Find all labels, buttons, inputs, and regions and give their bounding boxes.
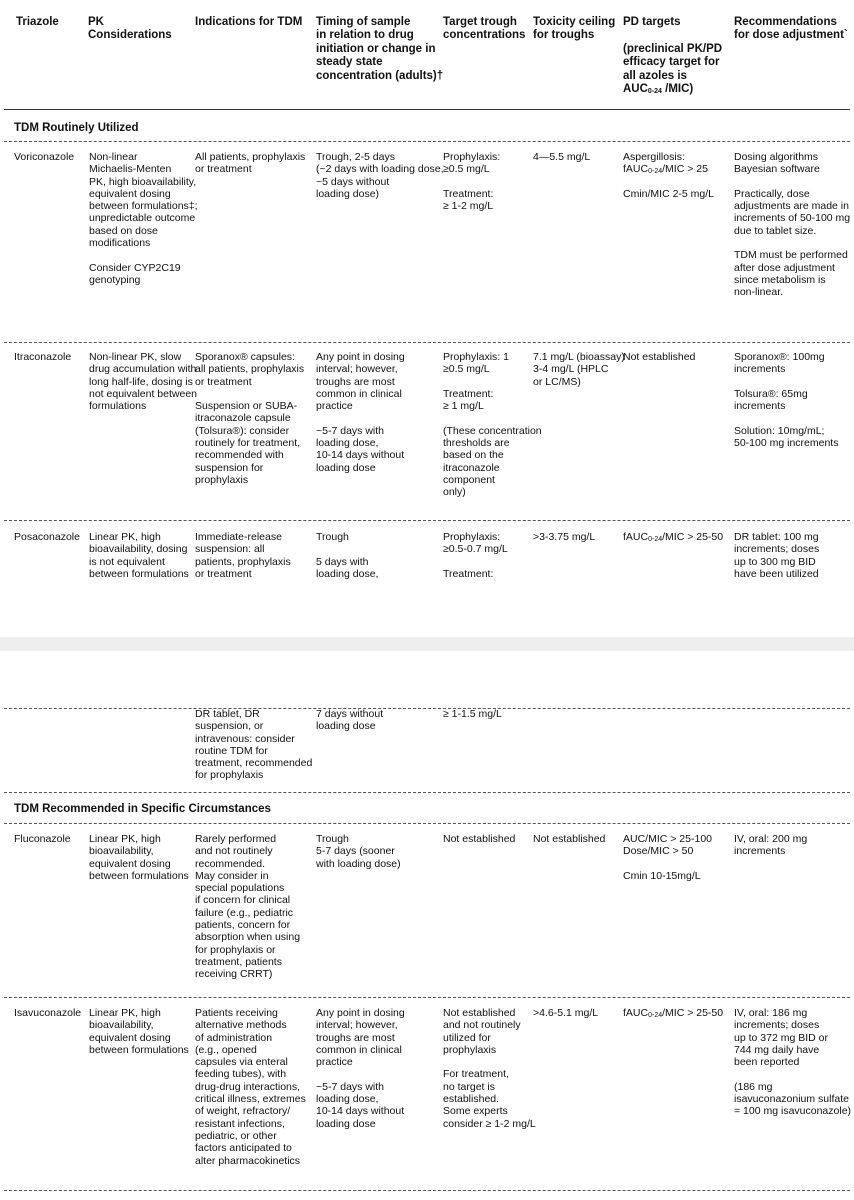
posaconazole-trough: Prophylaxis: ≥0.5-0.7 mg/L Treatment:	[443, 531, 508, 580]
voriconazole-name: Voriconazole	[14, 151, 75, 163]
header-pd-note	[623, 43, 722, 97]
section-tdm-specific: TDM Recommended in Specific Circumstances	[14, 803, 271, 815]
row-divider	[4, 823, 850, 824]
posaconazole-name: Posaconazole	[14, 531, 80, 543]
isavuconazole-indications: Patients receiving alternative methods of administration (e.g., opened capsules via enteral feeding tubes), with drug-drug interactions, critical illness, extremes of weight, refractory/ resistant infections, pediatric, or other factors anticipated to alter pharmacokinetics	[195, 1007, 306, 1167]
isavuconazole-timing: Any point in dosing interval; however, troughs are most common in clinical practice ~5-7 days with loading dose, 10-14 days without loading dose	[316, 1007, 405, 1130]
posaconazole-indications: Immediate-release suspension: all patients, prophylaxis or treatment	[195, 531, 291, 580]
isavuconazole-pk: Linear PK, high bioavailability, equivalent dosing between formulations	[89, 1007, 189, 1056]
row-divider	[4, 141, 850, 142]
posaconazole-pd-tail: /MIC > 25-50	[662, 531, 724, 543]
isavuconazole-trough: Not established and not routinely utilized for prophylaxis For treatment, no target is established. Some experts consider ≥ 1-2 mg/L	[443, 1007, 536, 1130]
header-target-trough: Target trough concentrations	[443, 16, 526, 42]
header-recommendations: Recommendations for dose adjustment`	[734, 16, 848, 42]
voriconazole-pd	[623, 151, 714, 200]
itraconazole-pd: Not established	[623, 351, 696, 363]
table-bottom-rule	[4, 1190, 850, 1191]
voriconazole-toxicity: 4—5.5 mg/L	[533, 151, 591, 163]
row-divider	[4, 342, 850, 343]
itraconazole-trough: Prophylaxis: 1 ≥0.5 mg/L Treatment: ≥ 1 mg/L (These concentration thresholds are based on the itraconazole component only)	[443, 351, 542, 499]
itraconazole-timing: Any point in dosing interval; however, troughs are most common in clinical practice ~5-7 days with loading dose, 10-14 days without loading dose	[316, 351, 405, 474]
header-triazole: Triazole	[16, 16, 59, 28]
fluconazole-toxicity: Not established	[533, 833, 606, 845]
header-pk-considerations: PK Considerations	[88, 16, 172, 42]
header-pd-note-subscript: 0-24	[647, 88, 662, 96]
isavuconazole-pd	[623, 1007, 723, 1019]
page-break	[0, 637, 854, 651]
fluconazole-trough: Not established	[443, 833, 516, 845]
voriconazole-indications: All patients, prophylaxis or treatment	[195, 151, 306, 176]
row-divider	[4, 792, 850, 793]
voriconazole-pd-subscript: 0-24	[648, 168, 663, 176]
fluconazole-pd: AUC/MIC > 25-100 Dose/MIC > 50 Cmin 10-15mg/L	[623, 833, 712, 882]
posaconazole-trough-continued: ≥ 1-1.5 mg/L	[443, 708, 502, 720]
header-pd-note-text: (preclinical PK/PD efficacy target for all azoles is AUC	[623, 43, 723, 96]
row-divider	[4, 520, 850, 521]
posaconazole-timing: Trough 5 days with loading dose,	[316, 531, 379, 580]
itraconazole-name: Itraconazole	[14, 351, 72, 363]
posaconazole-recommendations: DR tablet: 100 mg increments; doses up to 300 mg BID have been utilized	[734, 531, 820, 580]
posaconazole-indications-continued: DR tablet, DR suspension, or intravenous: consider routine TDM for treatment, recommended for prophylaxis	[195, 708, 313, 782]
posaconazole-pk: Linear PK, high bioavailability, dosing is not equivalent between formulations	[89, 531, 189, 580]
itraconazole-toxicity: 7.1 mg/L (bioassay) 3-4 mg/L (HPLC or LC/MS)	[533, 351, 625, 388]
row-divider	[4, 997, 850, 998]
header-divider	[4, 109, 850, 110]
header-timing: Timing of sample in relation to drug initiation or change in steady state concentration (adults)†	[316, 16, 444, 82]
itraconazole-pk: Non-linear PK, slow drug accumulation with long half-life, dosing is not equivalent between formulations	[89, 351, 197, 413]
voriconazole-pd-text: Aspergillosis: fAUC	[623, 151, 685, 176]
isavuconazole-toxicity: >4.6-5.1 mg/L	[533, 1007, 599, 1019]
posaconazole-pd-text: fAUC	[623, 531, 649, 543]
section-tdm-routine: TDM Routinely Utilized	[14, 122, 139, 134]
header-pd-note-tail: /MIC)	[661, 83, 694, 96]
isavuconazole-pd-text: fAUC	[623, 1007, 649, 1019]
isavuconazole-pd-subscript: 0-24	[648, 1012, 663, 1019]
voriconazole-timing: Trough, 2-5 days (~2 days with loading dose, ~5 days without loading dose)	[316, 151, 444, 200]
header-indications: Indications for TDM	[195, 16, 303, 28]
posaconazole-pd	[623, 531, 723, 543]
row-divider	[4, 708, 850, 709]
voriconazole-trough: Prophylaxis: ≥0.5 mg/L Treatment: ≥ 1-2 mg/L	[443, 151, 501, 213]
fluconazole-recommendations: IV, oral: 200 mg increments	[734, 833, 808, 858]
posaconazole-pd-subscript: 0-24	[648, 536, 663, 543]
posaconazole-timing-continued: 7 days without loading dose	[316, 708, 384, 733]
voriconazole-recommendations: Dosing algorithms Bayesian software Practically, dose adjustments are made in increments of 50-100 mg due to tablet size. TDM must be performed after dose adjustment since metabolism is non-linear.	[734, 151, 851, 299]
itraconazole-recommendations: Sporanox®: 100mg increments Tolsura®: 65mg increments Solution: 10mg/mL; 50-100 mg increments	[734, 351, 839, 450]
fluconazole-name: Fluconazole	[14, 833, 71, 845]
header-toxicity-ceiling: Toxicity ceiling for troughs	[533, 16, 616, 42]
isavuconazole-pd-tail: /MIC > 25-50	[662, 1007, 724, 1019]
header-pd-targets: PD targets	[623, 16, 681, 28]
isavuconazole-recommendations: IV, oral: 186 mg increments; doses up to 372 mg BID or 744 mg daily have been reported (186 mg isavuconazonium sulfate = 100 mg isavuconazole)	[734, 1007, 852, 1118]
fluconazole-pk: Linear PK, high bioavailability, equivalent dosing between formulations	[89, 833, 189, 882]
fluconazole-indications: Rarely performed and not routinely recommended. May consider in special populations if concern for clinical failure (e.g., pediatric patients, concern for absorption when using for prophylaxis or treatment, patients receiving CRRT)	[195, 833, 301, 981]
posaconazole-toxicity: >3-3.75 mg/L	[533, 531, 596, 543]
voriconazole-pk: Non-linear Michaelis-Menten PK, high bioavailability, equivalent dosing between formulations‡; unpredictable outcome based on dose modifications Consider CYP2C19 genotyping	[89, 151, 198, 286]
itraconazole-indications: Sporanox® capsules: all patients, prophylaxis or treatment Suspension or SUBA- itraconazole capsule (Tolsura®): consider routinely for treatment, recommended with suspension for prophylaxis	[195, 351, 305, 486]
fluconazole-timing: Trough 5-7 days (sooner with loading dose)	[316, 833, 401, 870]
isavuconazole-name: Isavuconazole	[14, 1007, 82, 1019]
voriconazole-pd-tail: /MIC > 25 Cmin/MIC 2-5 mg/L	[623, 163, 715, 200]
